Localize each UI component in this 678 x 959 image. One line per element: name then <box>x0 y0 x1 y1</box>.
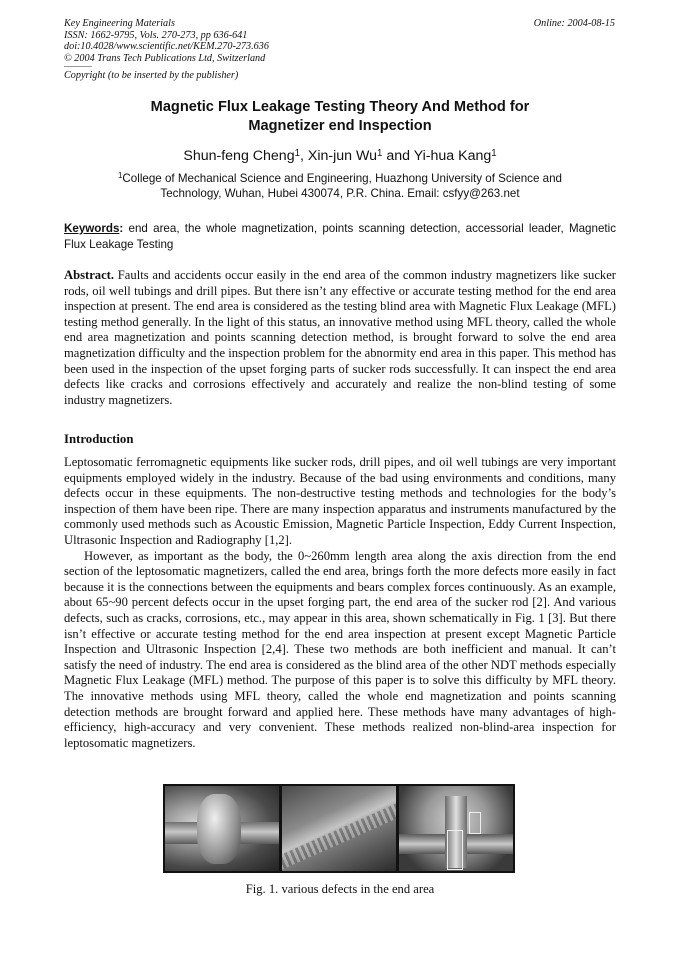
author-affiliation-mark: 1 <box>294 147 300 159</box>
affiliation-line-1: College of Mechanical Science and Engineering, Huazhong University of Science and <box>122 172 562 185</box>
introduction-paragraph: Leptosomatic ferromagnetic equipments like sucker rods, drill pipes, and oil well tubings are very important equipments employed widely in the industry. Because of the bad using environments and conditions, many defects occur in these equipments. The non-destructive testing methods and technologies for the body’s inspection of them have been ripe. There are many inspection apparatus and instruments manufactured by the commonly used methods such as Acoustic Emission, Magnetic Particle Inspection, Eddy Current Inspection, Ultrasonic Inspection and Radiography [1,2]. <box>64 455 616 547</box>
author-list <box>64 147 616 165</box>
publisher-note: Copyright (to be inserted by the publisher) <box>64 70 239 81</box>
introduction-heading: Introduction <box>64 432 134 446</box>
issn-line: ISSN: 1662-9795, Vols. 270-273, pp 636-641 <box>64 29 248 41</box>
affiliation-mark: 1 <box>118 171 123 181</box>
defect-photo-corrosion <box>282 786 396 871</box>
header-rule <box>64 66 92 67</box>
affiliation-line-2: Technology, Wuhan, Hubei 430074, P.R. China. Email: csfyy@263.net <box>160 187 520 200</box>
author-affiliation-mark: 1 <box>491 147 497 159</box>
journal-name: Key Engineering Materials <box>64 18 175 29</box>
author-affiliation-mark: 1 <box>377 147 383 159</box>
keywords-label: Keywords <box>64 222 120 235</box>
introduction-paragraph: However, as important as the body, the 0~260mm length area along the axis direction from the end section of the leptosomatic magnetizers, called the end area, brings forth the more defects more easily in fact because it is the connections between the equipments and bears complex forces continuously. As an example, about 65~90 percent defects occur in the upset forging part, the end area of the sucker rod [2]. And various defects, such as cracks, corrosions, etc., may appear in this area, shown schematically in Fig. 1 [3]. But there isn’t effective or accurate testing method for the end area inspection at present except Magnetic Particle Inspection and Ultrasonic Inspection [2,4]. These two methods are both inefficient and manual. It can’t satisfy the need of industry. The end area is considered as the blind area of the other NDT methods especially Magnetic Flux Leakage (MFL) method. The purpose of this paper is to solve this difficulty by MFL theory. The innovative methods using MFL theory, called the whole end magnetization and points scanning detection methods are brought forward and applied here. These methods have many advantages of high-efficiency, high-accuracy and very convenient. These methods realized non-blind-area inspection for leptosomatic magnetizers. <box>64 548 616 750</box>
author-name: Yi-hua Kang <box>413 148 492 164</box>
figure-caption: Fig. 1. various defects in the end area <box>245 882 435 896</box>
title-line-1: Magnetic Flux Leakage Testing Theory And Method for <box>150 99 530 115</box>
defect-photo-upset-forging <box>165 786 279 871</box>
abstract-label: Abstract. <box>64 268 115 282</box>
abstract-section <box>64 268 616 408</box>
defect-photo-crack <box>399 786 513 871</box>
author-separator: , <box>299 148 308 164</box>
figure-1-photos <box>163 784 515 873</box>
introduction-body <box>64 455 616 751</box>
journal-header <box>64 18 269 64</box>
affiliation <box>64 171 616 201</box>
abstract-text: Faults and accidents occur easily in the end area of the common industry magnetizers like sucker rods, oil well tubings and drill pipes. But there isn’t any effective or accurate testing method for the end area inspection at present. The end area is considered as the testing blind area with Magnetic Flux Leakage (MFL) testing method generally. In the light of this status, an innovative method using MFL theory, called the whole end area magnetization and points scanning detection method, is brought forward to solve the end area magnetization difficulty and the inspection problem for the abnormity end area in this paper. This method has been used in the inspection of the upset forging parts of sucker rods successfully. It can inspect the end area defects like cracks and corrosions effectively and accurately and realize the non-blind testing of some industry magnetizers. <box>64 268 616 407</box>
keywords-text: end area, the whole magnetization, points scanning detection, accessorial leader, Magnetic Flux Leakage Testing <box>64 222 616 251</box>
paper-title <box>64 98 616 136</box>
author-name: Shun-feng Cheng <box>183 148 295 164</box>
online-date: Online: 2004-08-15 <box>533 18 615 29</box>
author-separator: and <box>382 148 414 164</box>
title-line-2: Magnetizer end Inspection <box>248 118 432 134</box>
doi-line: doi:10.4028/www.scientific.net/KEM.270-273.636 <box>64 41 269 52</box>
keywords-colon: : <box>119 222 124 235</box>
author-name: Xin-jun Wu <box>307 148 377 164</box>
keywords-section <box>64 221 616 252</box>
copyright-line: © 2004 Trans Tech Publications Ltd, Switzerland <box>64 52 266 64</box>
